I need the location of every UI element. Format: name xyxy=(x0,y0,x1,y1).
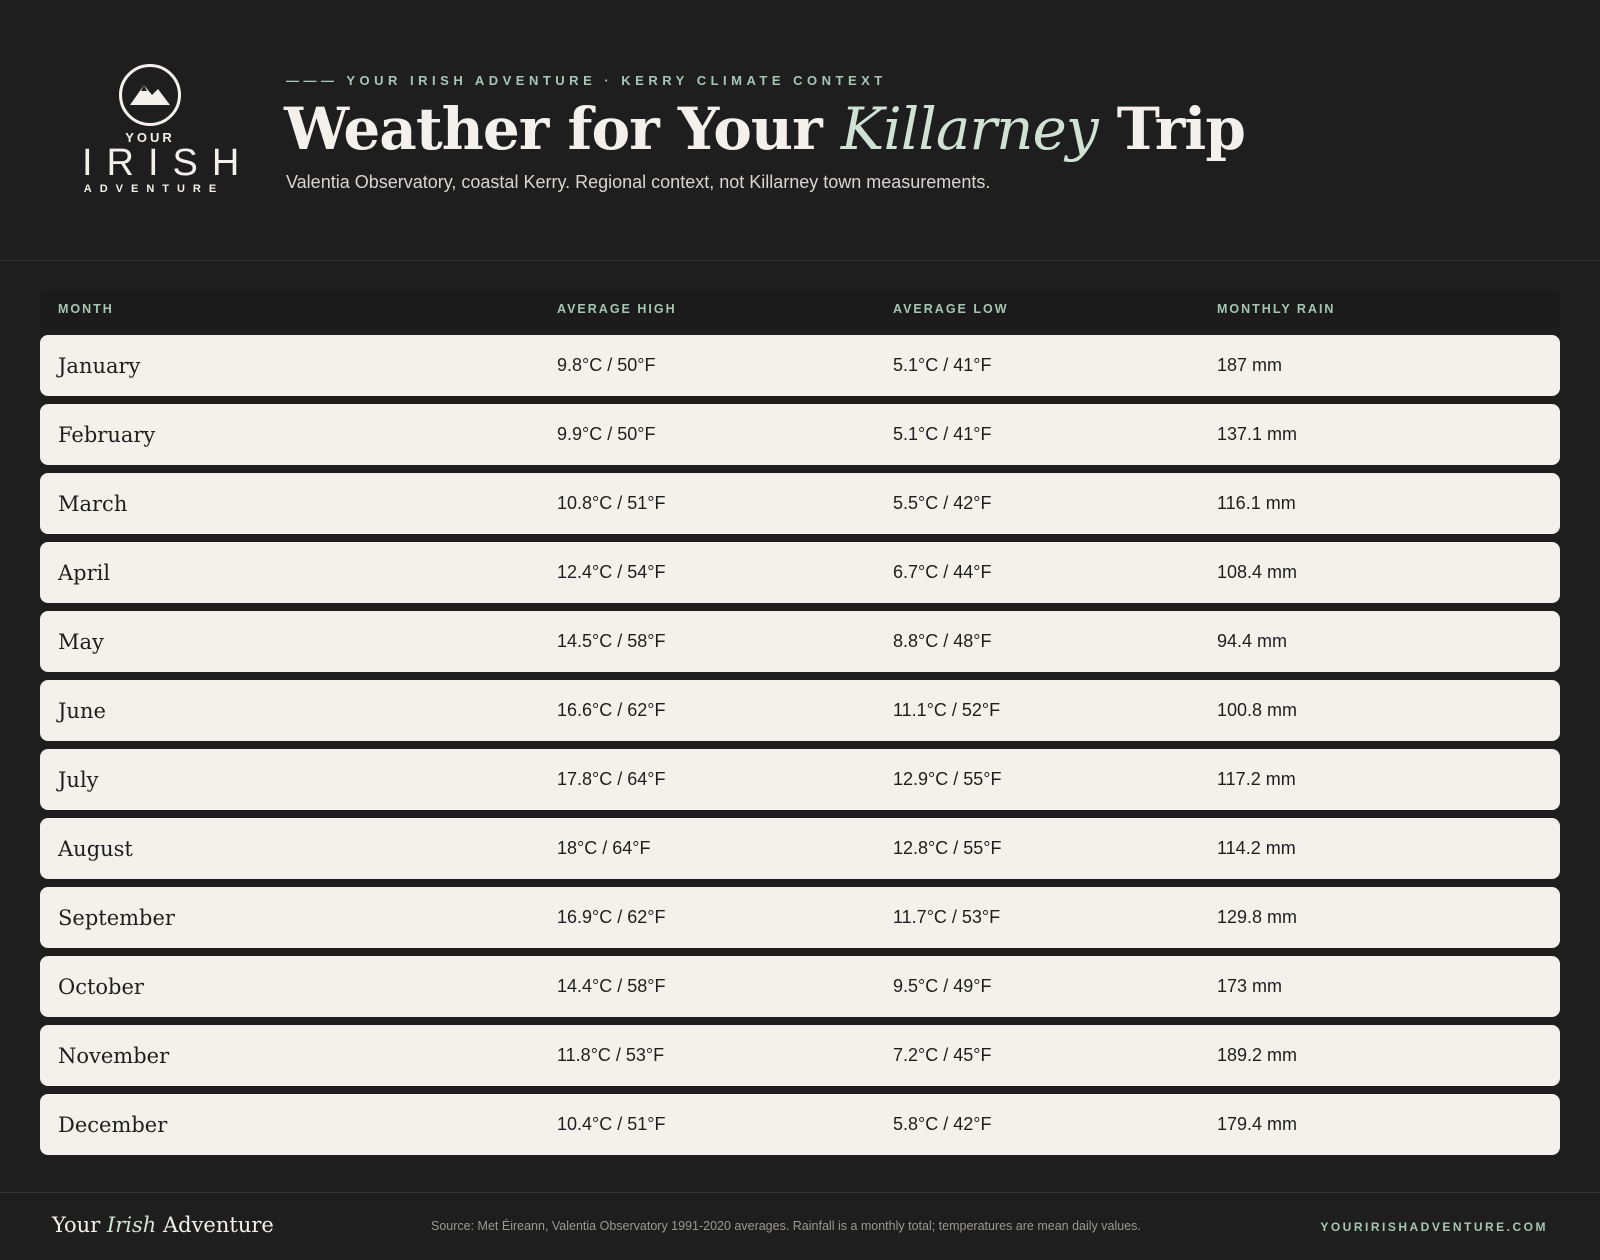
weather-table xyxy=(40,290,1560,1155)
table-row xyxy=(40,404,1560,465)
average-low-cell: 9.5°C / 49°F xyxy=(893,976,992,996)
monthly-rain-cell: 117.2 mm xyxy=(1217,769,1296,789)
average-high-cell: 9.9°C / 50°F xyxy=(557,424,656,444)
average-high-cell: 12.4°C / 54°F xyxy=(557,562,666,582)
header xyxy=(0,0,1600,261)
table-row xyxy=(40,1025,1560,1086)
average-low-cell: 12.9°C / 55°F xyxy=(893,769,1002,789)
brand-logo[interactable] xyxy=(70,64,254,204)
average-low-cell: 5.5°C / 42°F xyxy=(893,493,992,513)
average-high-cell: 17.8°C / 64°F xyxy=(557,769,666,789)
logo-irish-text: IRISH xyxy=(82,142,254,184)
table-row xyxy=(40,749,1560,810)
source-note: Source: Met Éireann, Valentia Observatory 1991-2020 averages. Rainfall is a monthly total; temperatures are mean daily values. xyxy=(431,1219,1141,1233)
month-cell: June xyxy=(58,698,106,723)
title-after: Trip xyxy=(1097,95,1245,163)
monthly-rain-cell: 173 mm xyxy=(1217,976,1283,996)
monthly-rain-cell: 179.4 mm xyxy=(1217,1114,1298,1134)
month-cell: May xyxy=(58,629,104,654)
average-low-cell: 11.7°C / 53°F xyxy=(893,907,1001,927)
column-header-average-high: AVERAGE HIGH xyxy=(557,302,677,316)
monthly-rain-cell: 108.4 mm xyxy=(1217,562,1298,582)
average-low-cell: 6.7°C / 44°F xyxy=(893,562,992,582)
table-row xyxy=(40,335,1560,396)
column-header-average-low: AVERAGE LOW xyxy=(893,302,1009,316)
average-high-cell: 16.6°C / 62°F xyxy=(557,700,666,720)
monthly-rain-cell: 189.2 mm xyxy=(1217,1045,1298,1065)
average-high-cell: 18°C / 64°F xyxy=(557,838,651,858)
average-high-cell: 14.5°C / 58°F xyxy=(557,631,666,651)
monthly-rain-cell: 94.4 mm xyxy=(1217,631,1288,651)
average-high-cell: 10.4°C / 51°F xyxy=(557,1114,666,1134)
eyebrow-text: ——— YOUR IRISH ADVENTURE · KERRY CLIMATE CONTEXT xyxy=(286,73,887,88)
month-cell: September xyxy=(58,905,175,930)
month-cell: November xyxy=(58,1043,170,1068)
table-row xyxy=(40,473,1560,534)
website-link[interactable]: YOURIRISHADVENTURE.COM xyxy=(1320,1220,1548,1234)
table-header xyxy=(40,290,1560,328)
monthly-rain-cell: 114.2 mm xyxy=(1217,838,1296,858)
table-row xyxy=(40,887,1560,948)
footer-brand[interactable] xyxy=(52,1213,274,1237)
monthly-rain-cell: 137.1 mm xyxy=(1217,424,1298,444)
footer xyxy=(0,1192,1600,1260)
month-cell: February xyxy=(58,422,156,447)
footer-brand-accent: Irish xyxy=(106,1213,157,1237)
column-header-monthly-rain: MONTHLY RAIN xyxy=(1217,302,1336,316)
table-body xyxy=(40,335,1560,1155)
month-cell: July xyxy=(58,767,99,792)
average-low-cell: 12.8°C / 55°F xyxy=(893,838,1002,858)
logo-your-text: YOUR xyxy=(125,130,175,145)
average-high-cell: 16.9°C / 62°F xyxy=(557,907,666,927)
monthly-rain-cell: 187 mm xyxy=(1217,355,1283,375)
average-low-cell: 7.2°C / 45°F xyxy=(893,1045,992,1065)
page-subtitle: Valentia Observatory, coastal Kerry. Regional context, not Killarney town measurements. xyxy=(286,172,991,192)
month-cell: December xyxy=(58,1112,168,1137)
title-before: Weather for Your xyxy=(284,95,841,163)
table-row xyxy=(40,956,1560,1017)
average-low-cell: 8.8°C / 48°F xyxy=(893,631,992,651)
average-high-cell: 9.8°C / 50°F xyxy=(557,355,656,375)
monthly-rain-cell: 116.1 mm xyxy=(1217,493,1296,513)
footer-brand-after: Adventure xyxy=(156,1213,274,1237)
table-row xyxy=(40,1094,1560,1155)
average-high-cell: 11.8°C / 53°F xyxy=(557,1045,665,1065)
column-header-month: MONTH xyxy=(58,302,114,316)
average-low-cell: 5.1°C / 41°F xyxy=(893,424,992,444)
logo-adventure-text: ADVENTURE xyxy=(83,183,225,195)
monthly-rain-cell: 100.8 mm xyxy=(1217,700,1298,720)
month-cell: October xyxy=(58,974,144,999)
monthly-rain-cell: 129.8 mm xyxy=(1217,907,1298,927)
month-cell: January xyxy=(58,353,141,378)
mountain-icon xyxy=(119,64,181,126)
average-low-cell: 5.8°C / 42°F xyxy=(893,1114,992,1134)
month-cell: April xyxy=(58,560,111,585)
table-row xyxy=(40,818,1560,879)
average-low-cell: 11.1°C / 52°F xyxy=(893,700,1001,720)
table-row xyxy=(40,611,1560,672)
month-cell: August xyxy=(58,836,133,861)
month-cell: March xyxy=(58,491,128,516)
table-row xyxy=(40,542,1560,603)
average-high-cell: 10.8°C / 51°F xyxy=(557,493,666,513)
footer-brand-before: Your xyxy=(52,1213,107,1237)
title-accent: Killarney xyxy=(840,95,1098,163)
page-title xyxy=(284,95,1245,163)
average-high-cell: 14.4°C / 58°F xyxy=(557,976,666,996)
table-row xyxy=(40,680,1560,741)
average-low-cell: 5.1°C / 41°F xyxy=(893,355,992,375)
